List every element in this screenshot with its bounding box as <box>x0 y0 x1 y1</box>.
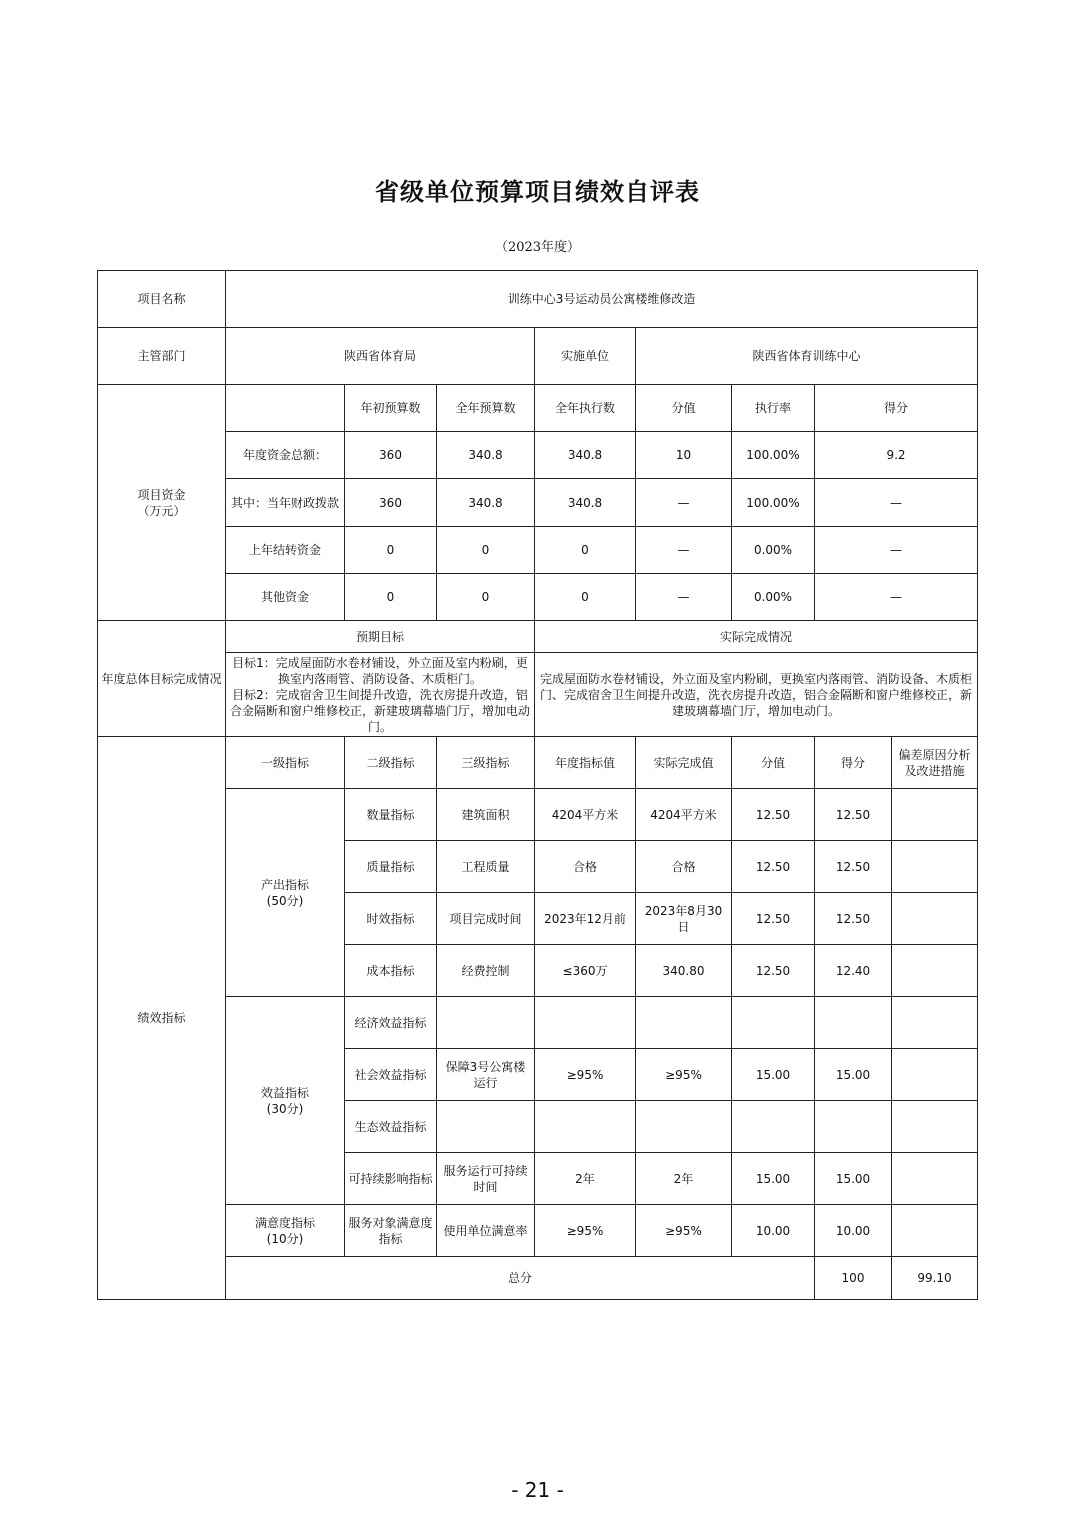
target-cell <box>535 1101 636 1153</box>
funds-cell: 340.8 <box>535 479 636 527</box>
l3-cell: 使用单位满意率 <box>437 1205 535 1257</box>
page-title: 省级单位预算项目绩效自评表 <box>375 177 700 206</box>
funds-header: 年初预算数 <box>345 385 437 432</box>
funds-cell: 0 <box>535 527 636 574</box>
score-cell <box>732 997 815 1049</box>
perf-header: 分值 <box>732 737 815 789</box>
impl-value: 陕西省体育训练中心 <box>636 328 978 385</box>
l2-cell: 经济效益指标 <box>345 997 437 1049</box>
target-cell: ≥95% <box>535 1205 636 1257</box>
funds-cell: 0 <box>345 574 437 621</box>
perf-header: 实际完成值 <box>636 737 732 789</box>
got-cell <box>815 997 892 1049</box>
score-cell <box>732 1101 815 1153</box>
funds-cell: — <box>636 574 732 621</box>
perf-header: 一级指标 <box>226 737 345 789</box>
total-got: 99.10 <box>892 1257 978 1300</box>
target-cell: 2023年12月前 <box>535 893 636 945</box>
performance-label: 绩效指标 <box>98 737 226 1300</box>
l3-cell <box>437 997 535 1049</box>
output-row <box>98 789 978 841</box>
note-cell <box>892 893 978 945</box>
funds-row-label: 年度资金总额： <box>226 432 345 479</box>
actual-goal-text: 完成屋面防水卷材铺设，外立面及室内粉刷，更换室内落雨管、消防设备、木质柜门、完成宿舍卫生间提升改造，洗衣房提升改造，铝合金隔断和窗户维修校正，新建玻璃幕墙门厅，增加电动门。 <box>535 653 978 737</box>
actual-cell: ≥95% <box>636 1205 732 1257</box>
got-cell: 12.50 <box>815 789 892 841</box>
actual-goal-header: 实际完成情况 <box>535 621 978 653</box>
got-cell: 12.50 <box>815 893 892 945</box>
funds-cell: — <box>815 574 978 621</box>
actual-cell: 合格 <box>636 841 732 893</box>
funds-row <box>98 479 978 527</box>
dept-value: 陕西省体育局 <box>226 328 535 385</box>
target-cell: 4204平方米 <box>535 789 636 841</box>
target-cell: ≥95% <box>535 1049 636 1101</box>
funds-cell: 0 <box>437 527 535 574</box>
perf-header: 年度指标值 <box>535 737 636 789</box>
actual-cell: ≥95% <box>636 1049 732 1101</box>
funds-cell: 0 <box>437 574 535 621</box>
total-label: 总分 <box>226 1257 815 1300</box>
funds-cell: 100.00% <box>732 432 815 479</box>
funds-cell: 10 <box>636 432 732 479</box>
l2-cell: 服务对象满意度指标 <box>345 1205 437 1257</box>
satisfaction-indicator-label: 满意度指标 (10分) <box>226 1205 345 1257</box>
l3-cell: 项目完成时间 <box>437 893 535 945</box>
actual-cell: 2023年8月30日 <box>636 893 732 945</box>
expected-goal-header: 预期目标 <box>226 621 535 653</box>
note-cell <box>892 945 978 997</box>
perf-header: 三级指标 <box>437 737 535 789</box>
l3-cell: 建筑面积 <box>437 789 535 841</box>
funds-row-label: 其他资金 <box>226 574 345 621</box>
perf-header: 得分 <box>815 737 892 789</box>
score-cell: 10.00 <box>732 1205 815 1257</box>
evaluation-table <box>97 270 978 1300</box>
expected-goal-text: 目标1：完成屋面防水卷材铺设，外立面及室内粉刷，更换室内落雨管、消防设备、木质柜门。 目标2：完成宿舍卫生间提升改造，洗衣房提升改造，铝合金隔断和窗户维修校正，新建玻璃幕墙门厅，增加电动门。 <box>226 653 535 737</box>
target-cell: 2年 <box>535 1153 636 1205</box>
funds-row <box>98 432 978 479</box>
l2-cell: 生态效益指标 <box>345 1101 437 1153</box>
l3-cell: 工程质量 <box>437 841 535 893</box>
score-cell: 12.50 <box>732 893 815 945</box>
got-cell: 10.00 <box>815 1205 892 1257</box>
got-cell <box>815 1101 892 1153</box>
output-indicator-label: 产出指标 (50分) <box>226 789 345 997</box>
satisfaction-row <box>98 1205 978 1257</box>
l2-cell: 数量指标 <box>345 789 437 841</box>
note-cell <box>892 997 978 1049</box>
year-subtitle: （2023年度） <box>494 240 581 255</box>
l2-cell: 质量指标 <box>345 841 437 893</box>
funds-row <box>98 527 978 574</box>
score-cell: 12.50 <box>732 789 815 841</box>
score-cell: 15.00 <box>732 1049 815 1101</box>
funds-header: 得分 <box>815 385 978 432</box>
target-cell: ≤360万 <box>535 945 636 997</box>
actual-cell: 4204平方米 <box>636 789 732 841</box>
total-score: 100 <box>815 1257 892 1300</box>
got-cell: 15.00 <box>815 1049 892 1101</box>
funds-cell: 0.00% <box>732 527 815 574</box>
funds-header: 全年执行数 <box>535 385 636 432</box>
funds-cell: 340.8 <box>535 432 636 479</box>
perf-header: 偏差原因分析及改进措施 <box>892 737 978 789</box>
benefit-indicator-label: 效益指标 (30分) <box>226 997 345 1205</box>
l3-cell: 经费控制 <box>437 945 535 997</box>
l2-cell: 时效指标 <box>345 893 437 945</box>
l2-cell: 成本指标 <box>345 945 437 997</box>
l2-cell: 社会效益指标 <box>345 1049 437 1101</box>
benefit-row <box>98 997 978 1049</box>
score-cell: 15.00 <box>732 1153 815 1205</box>
project-name: 训练中心3号运动员公寓楼维修改造 <box>226 271 978 328</box>
actual-cell <box>636 997 732 1049</box>
got-cell: 12.50 <box>815 841 892 893</box>
perf-header: 二级指标 <box>345 737 437 789</box>
l2-cell: 可持续影响指标 <box>345 1153 437 1205</box>
funds-row <box>98 574 978 621</box>
note-cell <box>892 789 978 841</box>
l3-cell: 保障3号公寓楼运行 <box>437 1049 535 1101</box>
funds-label: 项目资金 （万元） <box>98 385 226 621</box>
funds-cell: 0 <box>345 527 437 574</box>
l3-cell <box>437 1101 535 1153</box>
score-cell: 12.50 <box>732 945 815 997</box>
note-cell <box>892 841 978 893</box>
got-cell: 15.00 <box>815 1153 892 1205</box>
funds-header: 全年预算数 <box>437 385 535 432</box>
funds-cell: — <box>815 479 978 527</box>
actual-cell: 2年 <box>636 1153 732 1205</box>
funds-cell: — <box>636 527 732 574</box>
funds-cell: 340.8 <box>437 479 535 527</box>
funds-row-label: 其中：当年财政拨款 <box>226 479 345 527</box>
note-cell <box>892 1153 978 1205</box>
funds-cell: 9.2 <box>815 432 978 479</box>
funds-corner <box>226 385 345 432</box>
funds-cell: 100.00% <box>732 479 815 527</box>
target-cell: 合格 <box>535 841 636 893</box>
got-cell: 12.40 <box>815 945 892 997</box>
funds-cell: 340.8 <box>437 432 535 479</box>
funds-row-label: 上年结转资金 <box>226 527 345 574</box>
target-cell <box>535 997 636 1049</box>
dept-label: 主管部门 <box>98 328 226 385</box>
funds-cell: — <box>636 479 732 527</box>
score-cell: 12.50 <box>732 841 815 893</box>
funds-header: 分值 <box>636 385 732 432</box>
l3-cell: 服务运行可持续时间 <box>437 1153 535 1205</box>
note-cell <box>892 1101 978 1153</box>
note-cell <box>892 1205 978 1257</box>
funds-cell: — <box>815 527 978 574</box>
note-cell <box>892 1049 978 1101</box>
funds-cell: 0.00% <box>732 574 815 621</box>
impl-label: 实施单位 <box>535 328 636 385</box>
funds-header: 执行率 <box>732 385 815 432</box>
funds-cell: 360 <box>345 432 437 479</box>
actual-cell <box>636 1101 732 1153</box>
total-row <box>98 1257 978 1300</box>
page-number: - 21 - <box>511 1478 564 1502</box>
goals-label: 年度总体目标完成情况 <box>98 621 226 737</box>
funds-cell: 360 <box>345 479 437 527</box>
funds-cell: 0 <box>535 574 636 621</box>
project-name-label: 项目名称 <box>98 271 226 328</box>
actual-cell: 340.80 <box>636 945 732 997</box>
